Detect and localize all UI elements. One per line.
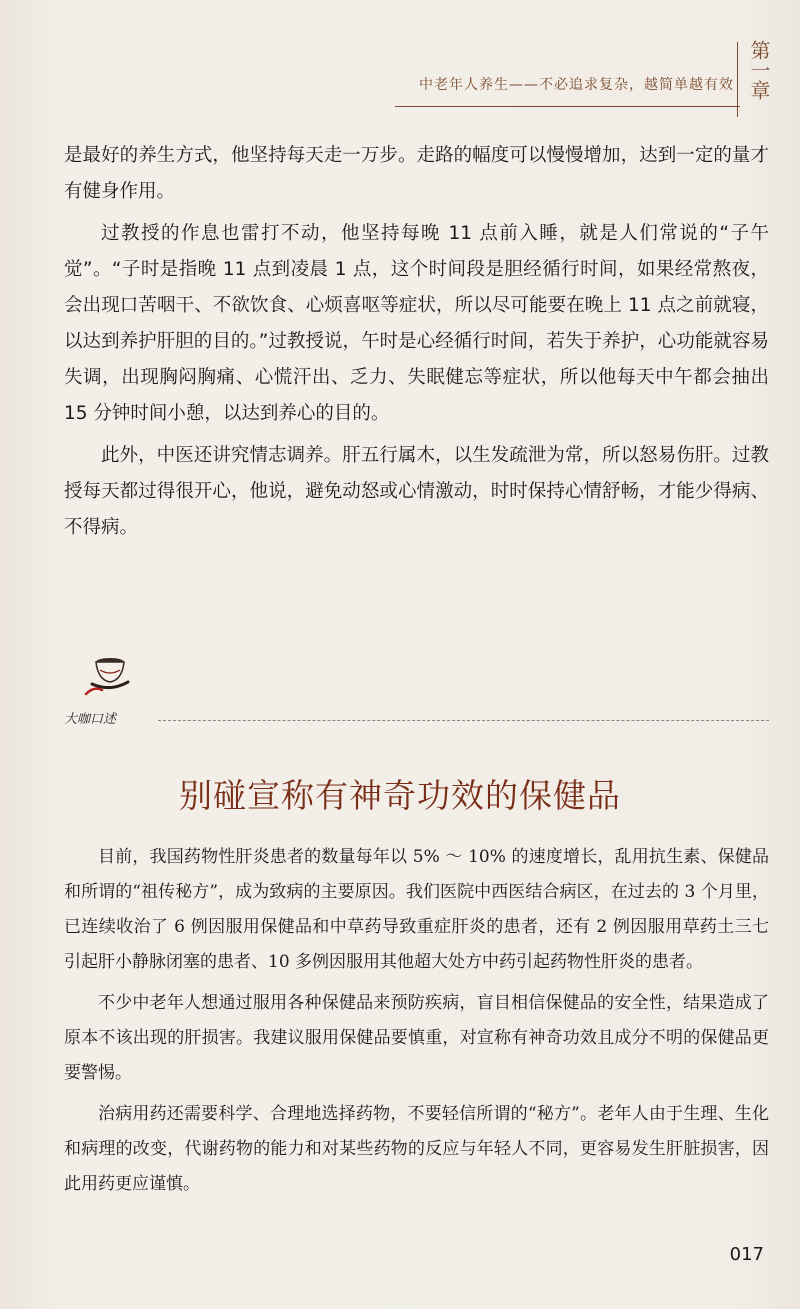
paragraph: 不少中老年人想通过服用各种保健品来预防疾病，盲目相信保健品的安全性，结果造成了原本不该出现的肝损害。我建议服用保健品要慎重，对宣称有神奇功效且成分不明的保健品更要警惕。 bbox=[64, 993, 769, 1083]
paragraph: 治病用药还需要科学、合理地选择药物，不要轻信所谓的“秘方”。老年人由于生理、生化和病理的改变，代谢药物的能力和对某些药物的反应与年轻人不同，更容易发生肝脏损害，因此用药更应谨慎。 bbox=[64, 1104, 769, 1194]
tea-cup-icon bbox=[84, 650, 134, 698]
paragraph: 此外，中医还讲究情志调养。肝五行属木，以生发疏泄为常，所以怒易伤肝。过教授每天都过得很开心，他说，避免动怒或心情激动，时时保持心情舒畅，才能少得病、不得病。 bbox=[64, 445, 769, 538]
header-rule bbox=[395, 106, 740, 107]
chapter-label bbox=[744, 40, 774, 100]
section-divider bbox=[64, 690, 769, 732]
divider-label: 大咖口述 bbox=[64, 712, 117, 727]
running-header: 中老年人养生——不必追求复杂，越简单越有效 bbox=[419, 77, 734, 93]
paragraph: 目前，我国药物性肝炎患者的数量每年以 5% ～ 10% 的速度增长，乱用抗生素、保健品和所谓的“祖传秘方”，成为致病的主要原因。我们医院中西医结合病区，在过去的 3 个月里，已连续收治了 6 例因服用保健品和中草药导致重症肝炎的患者，还有 2 例因服用草药土三七引起肝小静脉闭塞的患者、10 多例因服用其他超大处方中药引起药物性肝炎的患者。 bbox=[64, 847, 769, 972]
section2-body bbox=[64, 840, 769, 1208]
page-number: 017 bbox=[729, 1244, 764, 1265]
chapter-text: 第一章 bbox=[747, 40, 771, 100]
dashed-rule bbox=[158, 720, 769, 721]
section1-body bbox=[64, 138, 769, 552]
section-title: 别碰宣称有神奇功效的保健品 bbox=[179, 776, 621, 815]
paragraph: 过教授的作息也雷打不动，他坚持每晚 11 点前入睡，就是人们常说的“子午觉”。“子时是指晚 11 点到凌晨 1 点，这个时间段是胆经循行时间，如果经常熬夜，会出现口苦咽干、不欲饮食、心烦喜呕等症状，所以尽可能要在晚上 11 点之前就寝，以达到养护肝胆的目的。”过教授说，午时是心经循行时间，若失于养护，心功能就容易失调，出现胸闷胸痛、心慌汗出、乏力、失眠健忘等症状，所以他每天中午都会抽出 15 分钟时间小憩，以达到养心的目的。 bbox=[64, 223, 769, 424]
paragraph: 是最好的养生方式，他坚持每天走一万步。走路的幅度可以慢慢增加，达到一定的量才有健身作用。 bbox=[64, 145, 769, 202]
